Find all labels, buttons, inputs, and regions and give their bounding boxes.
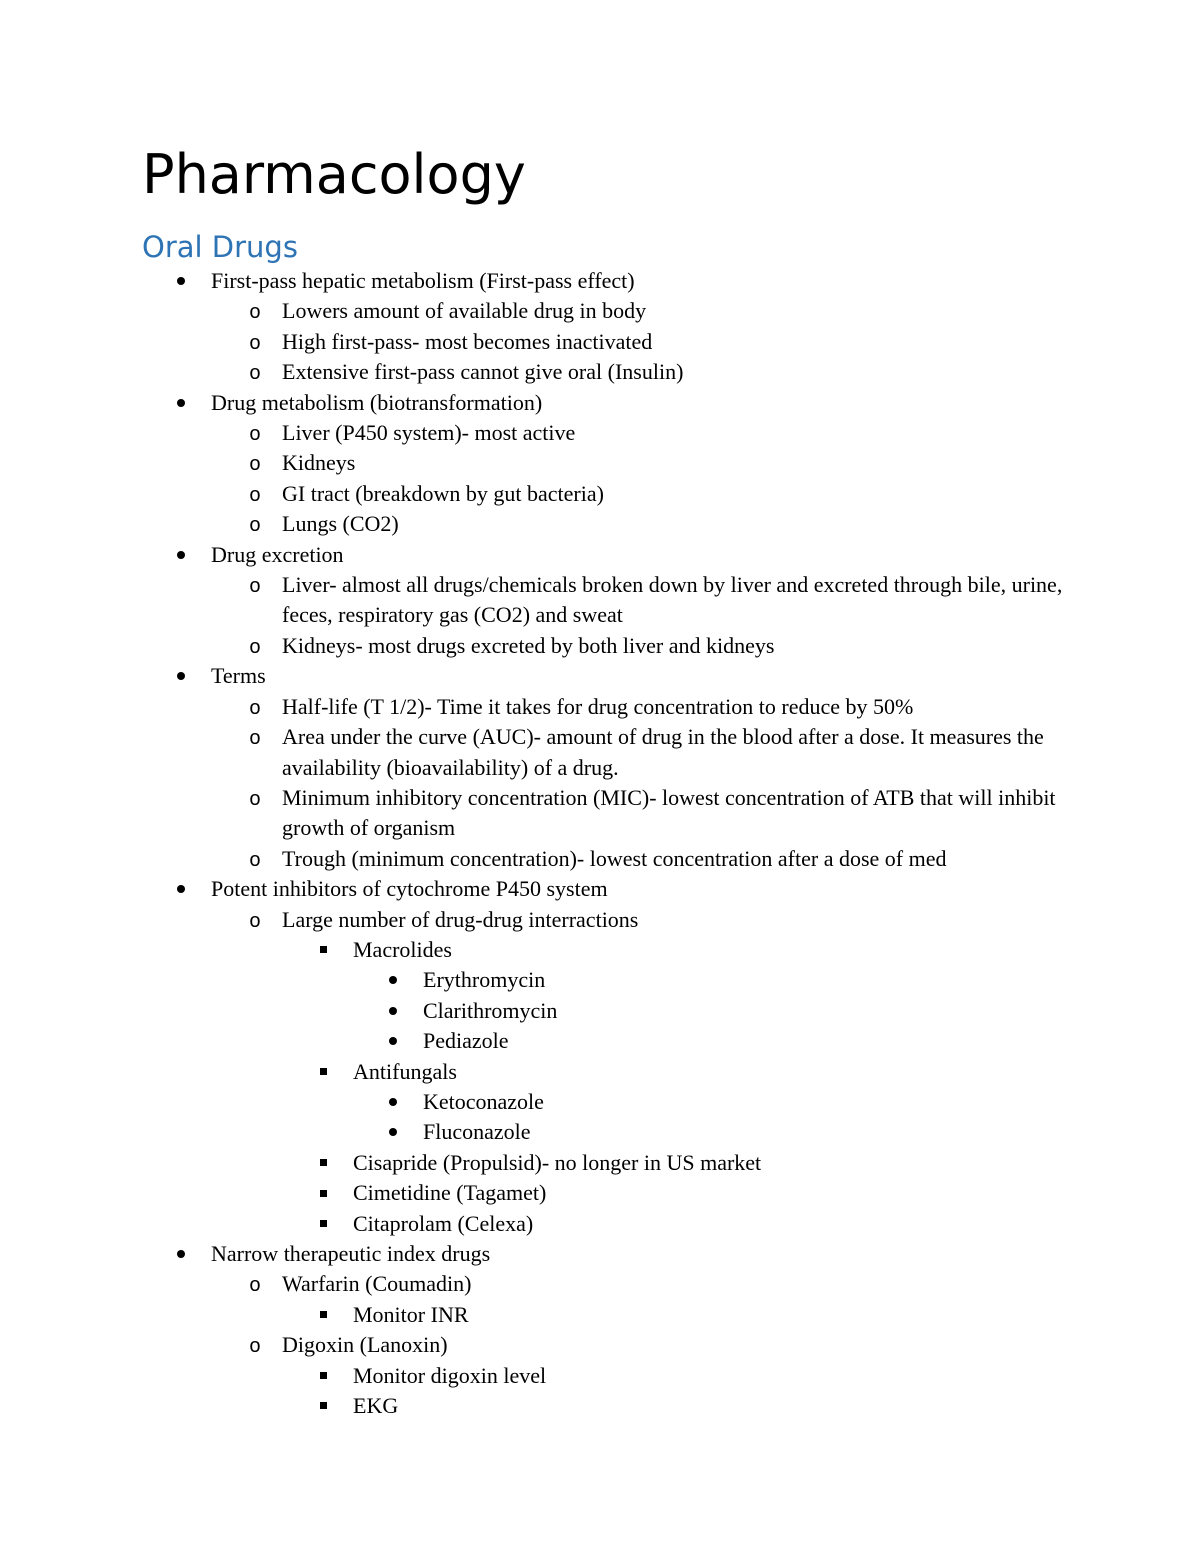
outline-item-level-1 xyxy=(0,388,1200,418)
outline-item-level-3 xyxy=(0,1148,1200,1178)
bullet-o-icon: o xyxy=(248,697,261,721)
outline-item-text: Clarithromycin xyxy=(423,997,558,1023)
outline-item-text: Lungs (CO2) xyxy=(282,511,399,537)
bullet-outline xyxy=(0,266,1200,1421)
page-title: Pharmacology xyxy=(142,143,526,206)
bullet-square-icon xyxy=(312,1148,334,1178)
outline-item-level-2 xyxy=(0,1269,1200,1299)
outline-item-level-4 xyxy=(0,965,1200,995)
outline-item-level-1 xyxy=(0,661,1200,691)
outline-item-text: Cisapride (Propulsid)- no longer in US market xyxy=(353,1149,762,1175)
bullet-dot-icon xyxy=(170,388,192,418)
outline-item-text: Monitor digoxin level xyxy=(353,1362,547,1388)
bullet-o-icon: o xyxy=(248,910,261,934)
outline-item-text: Area under the curve (AUC)- amount of drug in the blood after a dose. It measures the availability (bioavailability) of a drug. xyxy=(282,724,1044,780)
outline-item-level-2 xyxy=(0,722,1200,783)
outline-item-level-3 xyxy=(0,1178,1200,1208)
bullet-square-icon xyxy=(312,1300,334,1330)
bullet-o-icon: o xyxy=(248,849,261,873)
outline-item-level-2 xyxy=(0,844,1200,874)
bullet-square-icon xyxy=(312,1361,334,1391)
outline-item-level-2 xyxy=(0,448,1200,478)
outline-item-text: Drug metabolism (biotransformation) xyxy=(211,389,543,415)
outline-item-level-2 xyxy=(0,296,1200,326)
outline-item-text: First-pass hepatic metabolism (First-pass effect) xyxy=(211,268,635,293)
outline-item-level-2 xyxy=(0,327,1200,357)
outline-item-level-1 xyxy=(0,1239,1200,1269)
section-heading: Oral Drugs xyxy=(142,230,298,264)
outline-item-text: Kidneys xyxy=(282,450,356,476)
outline-item-level-3 xyxy=(0,1300,1200,1330)
bullet-dot-icon xyxy=(382,965,404,995)
bullet-o-icon: o xyxy=(248,576,261,600)
outline-item-level-4 xyxy=(0,1087,1200,1117)
outline-item-level-1 xyxy=(0,266,1200,296)
bullet-o-icon: o xyxy=(248,788,261,812)
bullet-square-icon xyxy=(312,1391,334,1421)
bullet-o-icon: o xyxy=(248,363,261,387)
bullet-dot-icon xyxy=(382,996,404,1026)
outline-item-text: Monitor INR xyxy=(353,1301,469,1327)
outline-item-level-3 xyxy=(0,1391,1200,1421)
outline-item-text: Narrow therapeutic index drugs xyxy=(211,1241,491,1266)
outline-item-text: Pediazole xyxy=(423,1028,509,1054)
bullet-o-icon: o xyxy=(248,332,261,356)
bullet-square-icon xyxy=(312,1057,334,1087)
outline-item-text: High first-pass- most becomes inactivated xyxy=(282,328,653,354)
bullet-o-icon: o xyxy=(248,484,261,508)
bullet-dot-icon xyxy=(382,1117,404,1147)
outline-item-text: Macrolides xyxy=(353,936,452,962)
outline-item-text: Trough (minimum concentration)- lowest concentration after a dose of med xyxy=(282,845,947,871)
outline-item-text: Terms xyxy=(211,663,266,689)
outline-item-level-2 xyxy=(0,905,1200,935)
outline-item-text: Extensive first-pass cannot give oral (Insulin) xyxy=(282,359,684,385)
outline-item-text: Digoxin (Lanoxin) xyxy=(282,1332,448,1358)
outline-item-text: Antifungals xyxy=(353,1058,457,1084)
bullet-o-icon: o xyxy=(248,515,261,539)
bullet-o-icon: o xyxy=(248,728,261,752)
outline-item-text: Liver- almost all drugs/chemicals broken down by liver and excreted through bile, urine, feces, respiratory gas (CO2) and sweat xyxy=(282,572,1063,628)
outline-item-level-4 xyxy=(0,996,1200,1026)
outline-item-level-3 xyxy=(0,935,1200,965)
outline-item-level-1 xyxy=(0,874,1200,904)
bullet-dot-icon xyxy=(170,540,192,570)
bullet-o-icon: o xyxy=(248,1336,261,1360)
bullet-dot-icon xyxy=(170,874,192,904)
outline-item-level-2 xyxy=(0,783,1200,844)
outline-item-text: Cimetidine (Tagamet) xyxy=(353,1180,547,1206)
outline-item-level-3 xyxy=(0,1057,1200,1087)
outline-item-level-2 xyxy=(0,692,1200,722)
outline-item-text: GI tract (breakdown by gut bacteria) xyxy=(282,480,604,506)
bullet-dot-icon xyxy=(382,1087,404,1117)
bullet-square-icon xyxy=(312,935,334,965)
outline-item-level-2 xyxy=(0,509,1200,539)
bullet-o-icon: o xyxy=(248,454,261,478)
outline-item-text: Half-life (T 1/2)- Time it takes for drug concentration to reduce by 50% xyxy=(282,693,914,719)
outline-item-level-2 xyxy=(0,479,1200,509)
outline-item-text: Liver (P450 system)- most active xyxy=(282,420,576,446)
outline-item-text: EKG xyxy=(353,1393,399,1419)
bullet-square-icon xyxy=(312,1209,334,1239)
bullet-o-icon: o xyxy=(248,636,261,660)
outline-item-text: Citaprolam (Celexa) xyxy=(353,1210,534,1236)
outline-item-level-2 xyxy=(0,357,1200,387)
outline-item-level-4 xyxy=(0,1026,1200,1056)
bullet-dot-icon xyxy=(170,1239,192,1269)
outline-item-text: Fluconazole xyxy=(423,1119,531,1145)
outline-item-level-2 xyxy=(0,570,1200,631)
outline-item-level-1 xyxy=(0,540,1200,570)
outline-item-level-2 xyxy=(0,631,1200,661)
outline-item-level-3 xyxy=(0,1361,1200,1391)
outline-item-level-4 xyxy=(0,1117,1200,1147)
bullet-o-icon: o xyxy=(248,302,261,326)
outline-item-text: Lowers amount of available drug in body xyxy=(282,298,647,324)
bullet-square-icon xyxy=(312,1178,334,1208)
outline-item-text: Kidneys- most drugs excreted by both liver and kidneys xyxy=(282,632,775,658)
outline-item-level-2 xyxy=(0,418,1200,448)
outline-item-level-2 xyxy=(0,1330,1200,1360)
bullet-dot-icon xyxy=(170,266,192,296)
bullet-o-icon: o xyxy=(248,424,261,448)
outline-item-text: Potent inhibitors of cytochrome P450 system xyxy=(211,876,608,902)
outline-item-level-3 xyxy=(0,1209,1200,1239)
bullet-dot-icon xyxy=(170,661,192,691)
outline-item-text: Drug excretion xyxy=(211,541,344,567)
bullet-o-icon: o xyxy=(248,1275,261,1299)
bullet-dot-icon xyxy=(382,1026,404,1056)
outline-item-text: Erythromycin xyxy=(423,967,546,993)
outline-item-text: Warfarin (Coumadin) xyxy=(282,1271,472,1297)
outline-item-text: Large number of drug-drug interractions xyxy=(282,906,639,932)
outline-item-text: Ketoconazole xyxy=(423,1088,544,1114)
outline-item-text: Minimum inhibitory concentration (MIC)- lowest concentration of ATB that will inhibit growth of organism xyxy=(282,784,1056,841)
